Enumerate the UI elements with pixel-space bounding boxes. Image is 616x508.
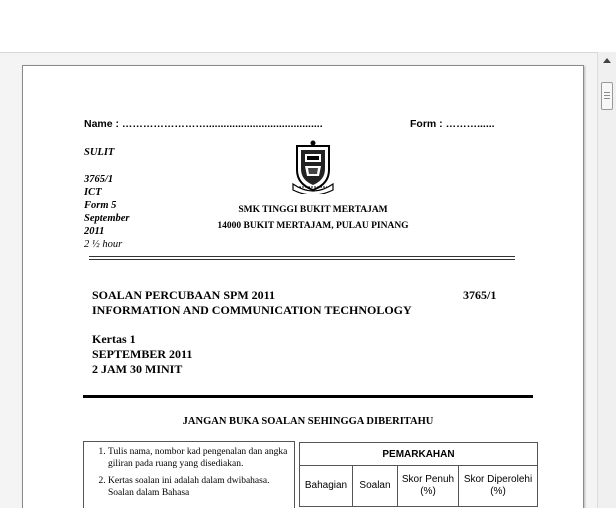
column-header: Soalan [353,466,398,507]
meta-line: Form 5 [84,200,117,211]
grip-line [604,98,610,99]
school-info [173,202,453,234]
exam-time: 2 JAM 30 MINIT [92,362,183,376]
divider-line [89,256,515,257]
column-header: Skor Diperolehi (%) [459,466,538,507]
name-field-line [84,118,495,130]
paper-number: Kertas 1 [92,332,136,346]
document-page [22,65,584,508]
meta-line: ICT [84,187,102,198]
scroll-thumb[interactable] [601,82,613,110]
vertical-scrollbar[interactable] [597,52,616,508]
viewer-top-area [0,0,598,52]
exam-month: SEPTEMBER 2011 [92,347,193,361]
grip-line [604,95,610,96]
paper-meta [84,146,130,251]
thick-divider [83,395,533,398]
column-header: Bahagian [300,466,353,507]
duration-label: 2 ½ hour [84,239,123,250]
school-name: SMK TINGGI BUKIT MERTAJAM [238,205,388,215]
instruction-item: 1. Tulis nama, nombor kad pengenalan dan angka giliran pada ruang yang disediakan. [108,446,288,470]
instruction-item: 2. Kertas soalan ini adalah dalam dwibahasa. Soalan dalam Bahasa [108,475,288,499]
paper-info [92,332,192,377]
divider-line [89,259,515,260]
grip-line [604,92,610,93]
instructions-list [84,442,294,499]
school-crest-icon [289,140,337,194]
chevron-up-icon [603,58,611,63]
instructions-box [83,441,295,508]
column-header: Skor Penuh (%) [398,466,459,507]
marking-title: PEMARKAHAN [300,443,538,466]
exam-code: 3765/1 [463,288,497,302]
exam-title [92,288,412,318]
sulit-label: SULIT [84,147,115,158]
exam-title-line1: SOALAN PERCUBAAN SPM 2011 [92,288,276,302]
school-address: 14000 BUKIT MERTAJAM, PULAU PINANG [217,221,409,231]
marking-table [299,442,538,507]
form-label: Form : ………...... [410,118,495,130]
warning-text: JANGAN BUKA SOALAN SEHINGGA DIBERITAHU [182,416,434,427]
exam-title-line2: INFORMATION AND COMMUNICATION TECHNOLOGY [92,303,412,317]
meta-line: September [84,213,130,224]
name-label: Name : ……………………........................................ [84,118,323,130]
meta-line: 2011 [84,226,105,237]
meta-line: 3765/1 [84,174,114,185]
scroll-up-button[interactable] [598,52,616,69]
